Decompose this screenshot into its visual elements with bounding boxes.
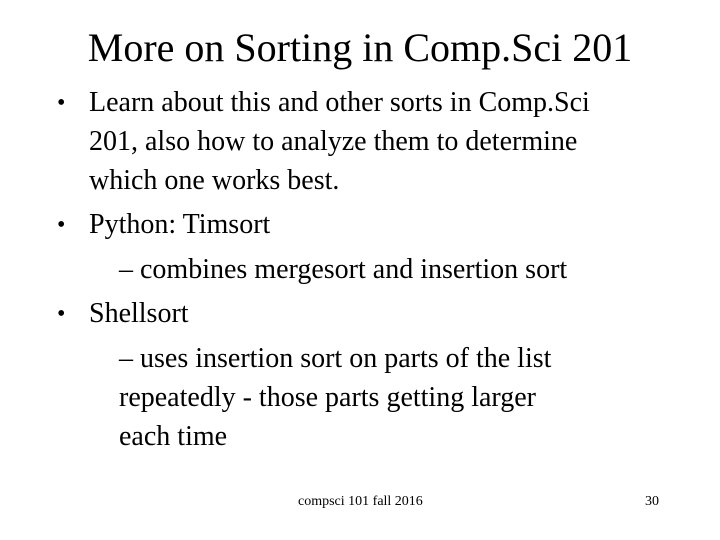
slide-number: 30: [645, 494, 659, 509]
bullet-3-sub-line-2: repeatedly - those parts getting larger: [119, 382, 536, 413]
bullet-1-line-2: 201, also how to analyze them to determine: [89, 126, 578, 157]
bullet-3-sub-line-1: – uses insertion sort on parts of the list: [119, 343, 552, 374]
footer-text: compsci 101 fall 2016: [298, 494, 423, 509]
bullet-2-line-1: Python: Timsort: [89, 209, 271, 240]
bullet-1-line-1: Learn about this and other sorts in Comp.Sci: [89, 87, 590, 118]
slide-title: More on Sorting in Comp.Sci 201: [87, 25, 633, 70]
bullet-3-sub-line-3: each time: [119, 421, 228, 452]
bullet-1-line-3: which one works best.: [89, 165, 340, 196]
bullet-1-glyph: •: [57, 90, 66, 116]
bullet-3-glyph: •: [57, 301, 66, 327]
bullet-2-glyph: •: [57, 212, 66, 238]
bullet-3-line-1: Shellsort: [89, 298, 189, 329]
bullet-2-sub-line-1: – combines mergesort and insertion sort: [119, 254, 568, 285]
